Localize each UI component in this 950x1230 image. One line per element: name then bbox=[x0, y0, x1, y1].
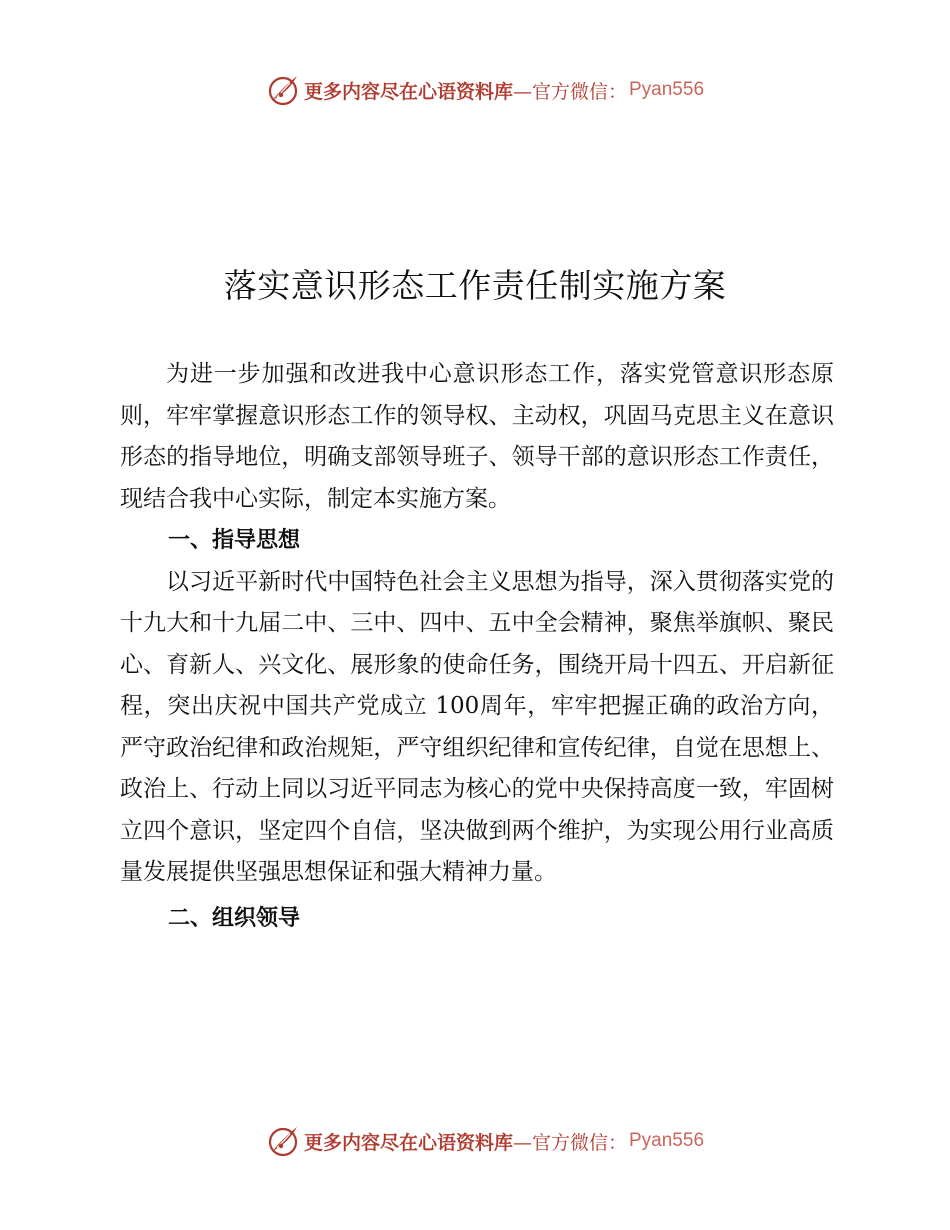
banner-wechat-label: —官方微信： bbox=[512, 80, 627, 103]
document-body bbox=[120, 354, 834, 939]
intro-paragraph: 为进一步加强和改进我中心意识形态工作，落实党管意识形态原则，牢牢掌握意识形态工作的领导权、主动权，巩固马克思主义在意识形态的指导地位，明确支部领导班子、领导干部的意识形态工作责任，现结合我中心实际，制定本实施方案。 bbox=[120, 361, 834, 512]
banner-wechat-label: —官方微信： bbox=[512, 1131, 627, 1154]
footer-banner-content bbox=[266, 1124, 704, 1158]
header-banner bbox=[0, 70, 950, 110]
guiding-ideology-paragraph: 以习近平新时代中国特色社会主义思想为指导，深入贯彻落实党的十九大和十九届二中、三中、四中、五中全会精神，聚焦举旗帜、聚民心、育新人、兴文化、展形象的使命任务，围绕开局十四五、开启新征程，突出庆祝中国共产党成立 100周年，牢牢把握正确的政治方向，严守政治纪律和政治规矩，严守组织纪律和宣传纪律，自觉在思想上、政治上、行动上同以习近平同志为核心的党中央保持高度一致，牢固树立四个意识，坚定四个自信，坚决做到两个维护，为实现公用行业高质量发展提供坚强思想保证和强大精神力量。 bbox=[120, 568, 834, 885]
footer-banner bbox=[0, 1121, 950, 1161]
feather-quill-logo-icon bbox=[266, 1124, 300, 1158]
section-heading-organization: 二、组织领导 bbox=[168, 905, 301, 931]
header-banner-content bbox=[266, 73, 704, 107]
banner-slogan: 更多内容尽在心语资料库 bbox=[303, 80, 513, 103]
banner-slogan: 更多内容尽在心语资料库 bbox=[303, 1131, 513, 1154]
section-heading-guiding-ideology: 一、指导思想 bbox=[168, 528, 301, 553]
banner-wechat-id: Pyan556 bbox=[629, 79, 705, 100]
feather-quill-logo-icon bbox=[266, 73, 300, 107]
banner-wechat-id: Pyan556 bbox=[629, 1130, 705, 1151]
document-title: 落实意识形态工作责任制实施方案 bbox=[223, 266, 727, 305]
